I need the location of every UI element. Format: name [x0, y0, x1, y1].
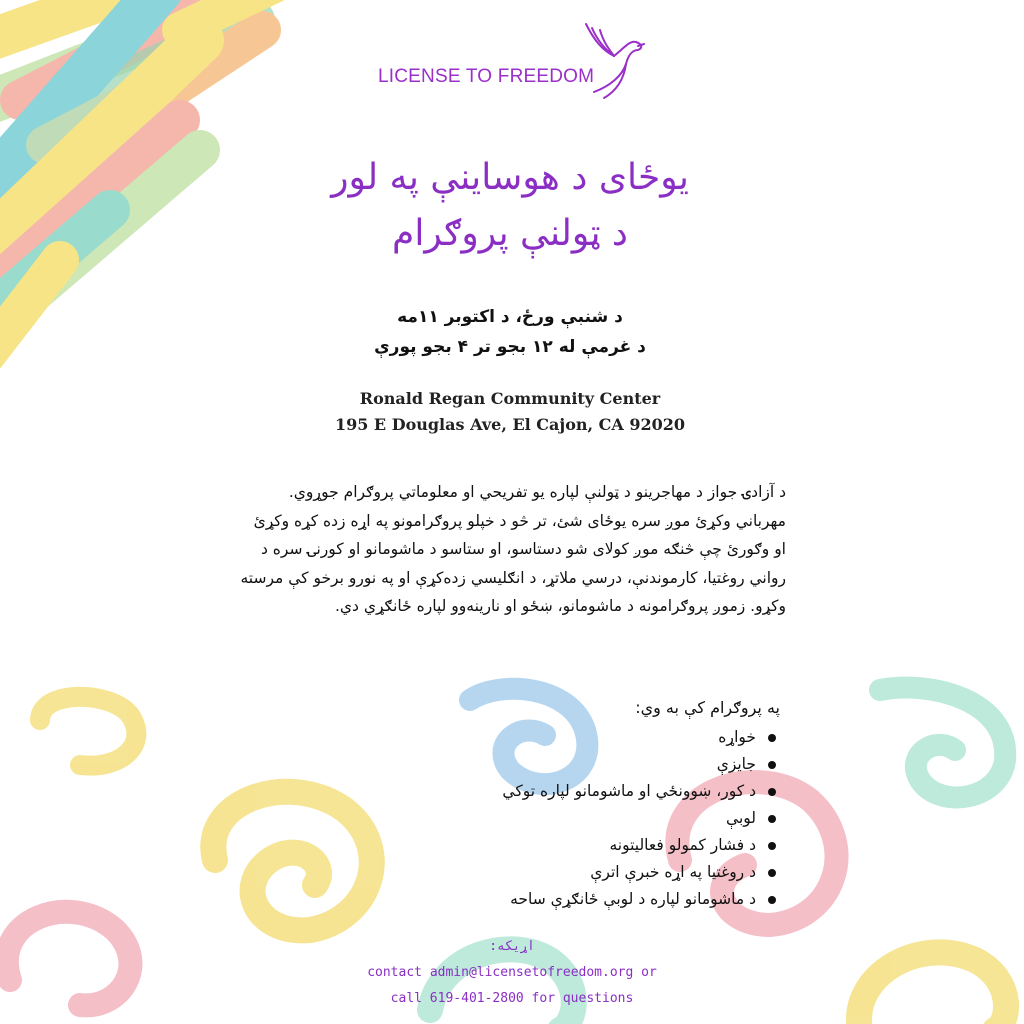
list-item: د روغتیا په اړه خبرې اترې	[380, 859, 780, 886]
event-datetime	[260, 302, 760, 362]
list-item: د ماشومانو لپاره د لوبې ځانګړې ساحه	[380, 886, 780, 913]
bullet-icon	[768, 734, 776, 742]
bullet-icon	[768, 896, 776, 904]
list-item: جایزې	[380, 751, 780, 778]
venue-name: Ronald Regan Community Center	[359, 389, 661, 408]
brand-logo-text: LICENSE TO FREEDOM	[378, 66, 595, 87]
contact-block	[312, 934, 712, 1012]
title-line-2: د ټولنې پروګرام	[392, 213, 628, 254]
contact-heading: اړیکه:	[489, 939, 535, 954]
list-item: د کور، ښوونځي او ماشومانو لپاره توکي	[380, 778, 780, 805]
description-paragraph-2: مهرباني وکړئ موږ سره یوځای شئ، تر څو د خپلو پروګرامونو په اړه زده کړه وکړئ او وګورئ چې څنګه موږ کولای شو دستاسو، او ستاسو د ماشومانو او کورنۍ سره د رواني روغتیا، کارموندنې، درسي ملاتړ، د انګلیسي زده‌کړې او په نورو برخو کې مرسته وکړو. زموږ پروګرامونه د ماشومانو، ښځو او نارینه‌وو لپاره ځانګړي دي.	[240, 511, 786, 615]
contact-phone-line: call 619-401-2800 for questions	[390, 991, 634, 1006]
bullet-icon	[768, 815, 776, 823]
pastel-stripes	[0, 0, 285, 370]
features-list	[380, 724, 780, 913]
title-line-1: یوځای د هوساینې په لور	[331, 157, 689, 198]
page-title	[250, 150, 770, 262]
bullet-icon	[768, 869, 776, 877]
list-item: لوبې	[380, 805, 780, 832]
event-date: د شنبې ورځ، د اکتوبر ۱۱مه	[397, 307, 623, 327]
event-venue	[230, 386, 790, 438]
event-description	[238, 478, 786, 621]
event-time: د غرمې له ۱۲ بجو تر ۴ بجو پورې	[374, 337, 646, 357]
dove-logo-icon	[580, 20, 646, 100]
venue-address: 195 E Douglas Ave, El Cajon, CA 92020	[334, 415, 686, 434]
bullet-icon	[768, 842, 776, 850]
bullet-icon	[768, 761, 776, 769]
features-intro: په پروګرام کې به وي:	[635, 698, 780, 717]
description-paragraph-1: د آزادۍ جواز د مهاجرینو د ټولنې لپاره یو تفریحي او معلوماتي پروګرام جوړوي.	[288, 483, 786, 501]
contact-email-line: contact admin@licensetofreedom.org or	[367, 965, 657, 980]
list-item: خواړه	[380, 724, 780, 751]
bullet-icon	[768, 788, 776, 796]
list-item: د فشار کمولو فعالیتونه	[380, 832, 780, 859]
